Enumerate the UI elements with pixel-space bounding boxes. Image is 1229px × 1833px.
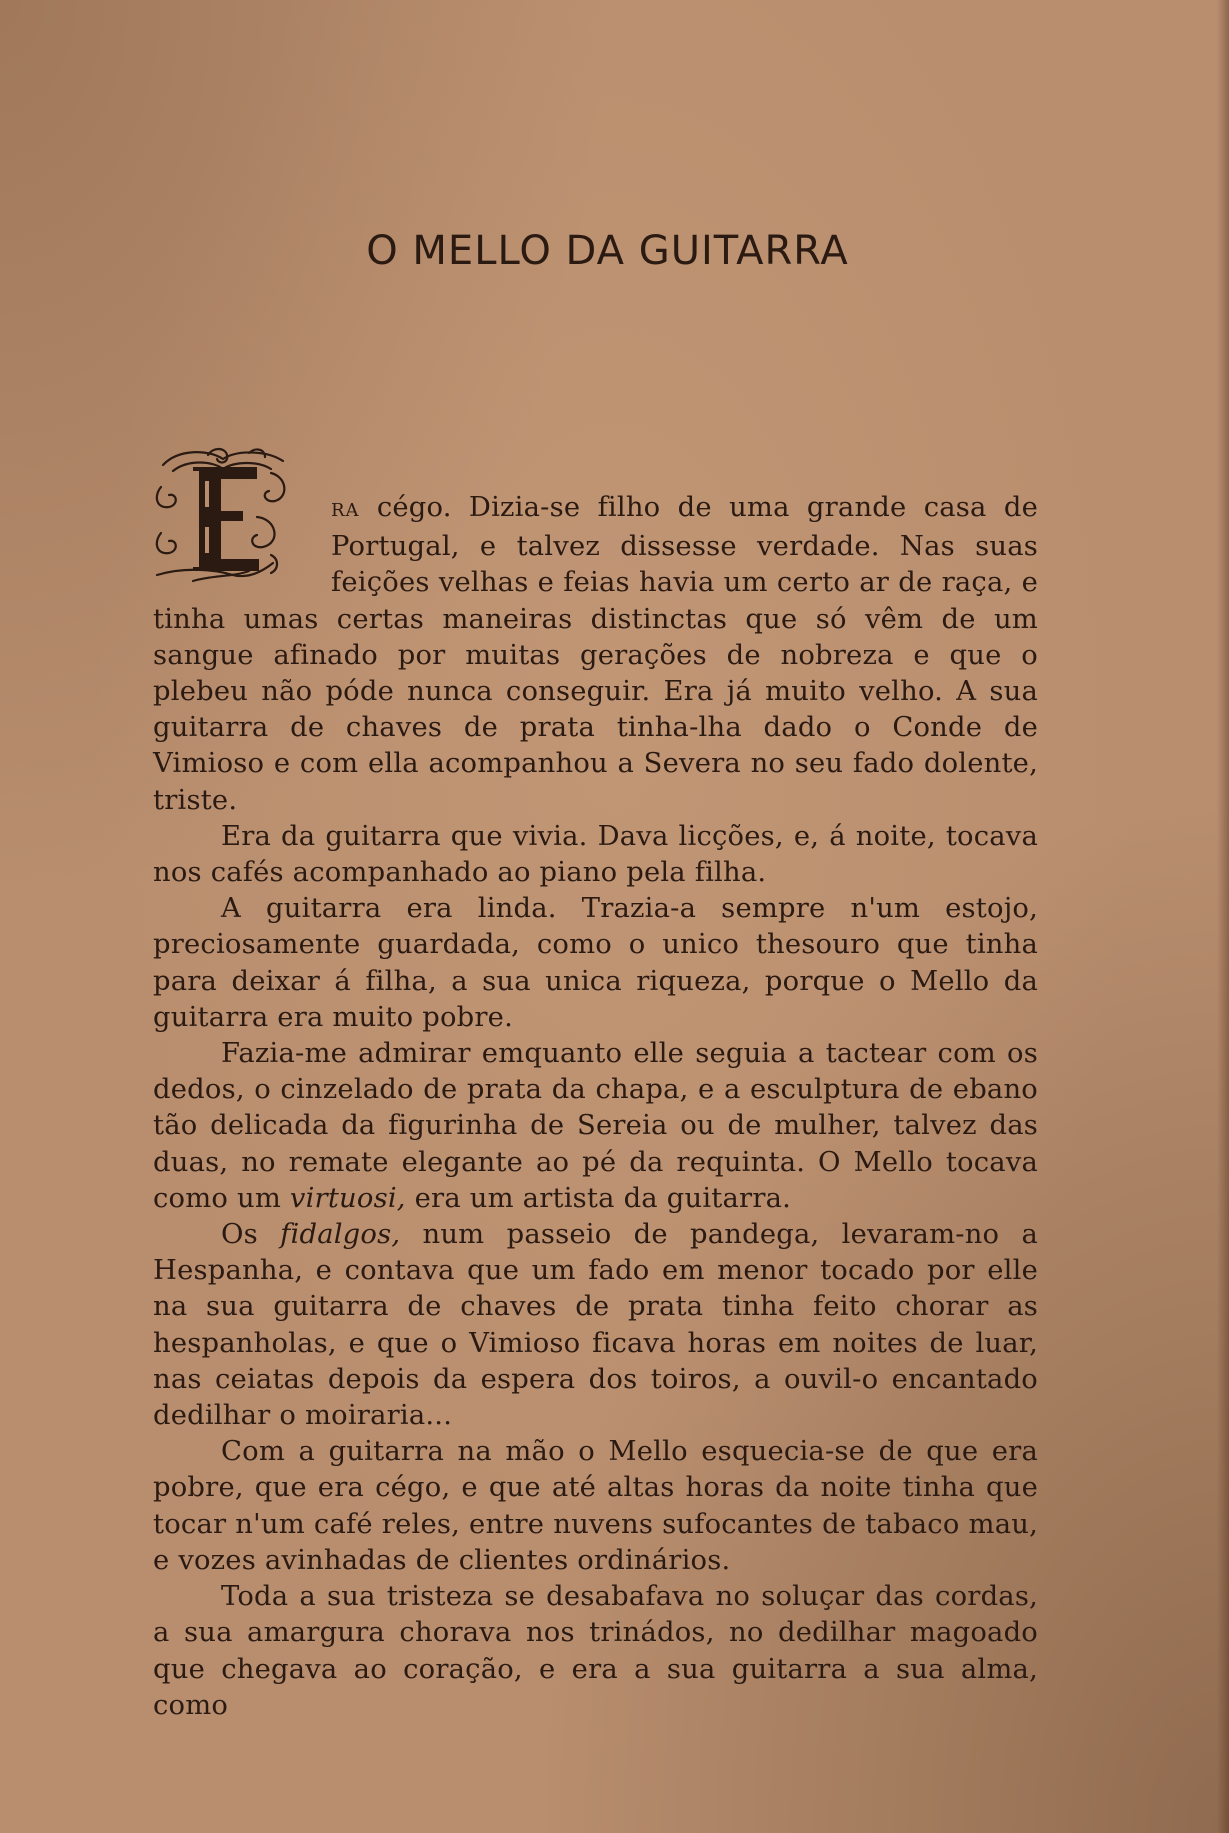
paragraph: Toda a sua tristeza se desabafava no soluçar das cordas, a sua amargura chorava nos trinádos, no dedilhar magoado que chegava ao coração, e era a sua guitarra a sua alma, como <box>153 1581 1038 1721</box>
chapter-title: O MELLO DA GUITARRA <box>366 228 849 274</box>
paragraph: Fazia-me admirar emquanto elle seguia a tactear com os dedos, o cinzelado de prata da chapa, e a esculptura de ebano tão delicada da figurinha de Sereia ou de mulher, talvez das duas, no remate elegante ao pé da requinta. O Mello tocava como um virtuosi, era um artista da guitarra. <box>153 1038 1038 1214</box>
paragraph: Com a guitarra na mão o Mello esquecia-se de que era pobre, que era cégo, e que até altas horas da noite tinha que tocar n'um café reles, entre nuvens sufocantes de tabaco mau, e vozes avinhadas de clientes ordinários. <box>153 1436 1038 1576</box>
italic-term: fidalgos, <box>280 1219 401 1251</box>
paragraph: RA cégo. Dizia-se filho de uma grande casa de Portugal, e talvez dissesse verdade. Nas suas feições velhas e feias havia um certo ar de raça, e tinha umas certas maneiras distinctas que só vêm de um sangue afinado por muitas gerações de nobreza e que o plebeu não póde nunca conseguir. Era já muito velho. A sua guitarra de chaves de prata tinha-lha dado o Conde de Vimioso e com ella acompanhou a Severa no seu fado dolente, triste. <box>153 492 1038 816</box>
italic-term: virtuosi, <box>289 1182 406 1214</box>
paragraph: Os fidalgos, num passeio de pandega, levaram-no a Hespanha, e contava que um fado em menor tocado por elle na sua guitarra de chaves de prata tinha feito chorar as hespanholas, e que o Vimioso ficava horas em noites de luar, nas ceiatas depois da espera dos toiros, a ouvil-o encantado dedilhar o moiraria... <box>153 1219 1039 1432</box>
paragraph: Era da guitarra que vivia. Dava licções, e, á noite, tocava nos cafés acompanhado ao piano pela filha. <box>153 820 1038 889</box>
page-edge-shadow <box>1217 0 1229 1833</box>
dropcap-continuation: RA <box>331 500 360 521</box>
body-text <box>153 490 1038 1724</box>
paragraph: A guitarra era linda. Trazia-a sempre n'um estojo, preciosamente guardada, como o unico thesouro que tinha para deixar á filha, a sua unica riqueza, porque o Mello da guitarra era muito pobre. <box>153 893 1038 1033</box>
